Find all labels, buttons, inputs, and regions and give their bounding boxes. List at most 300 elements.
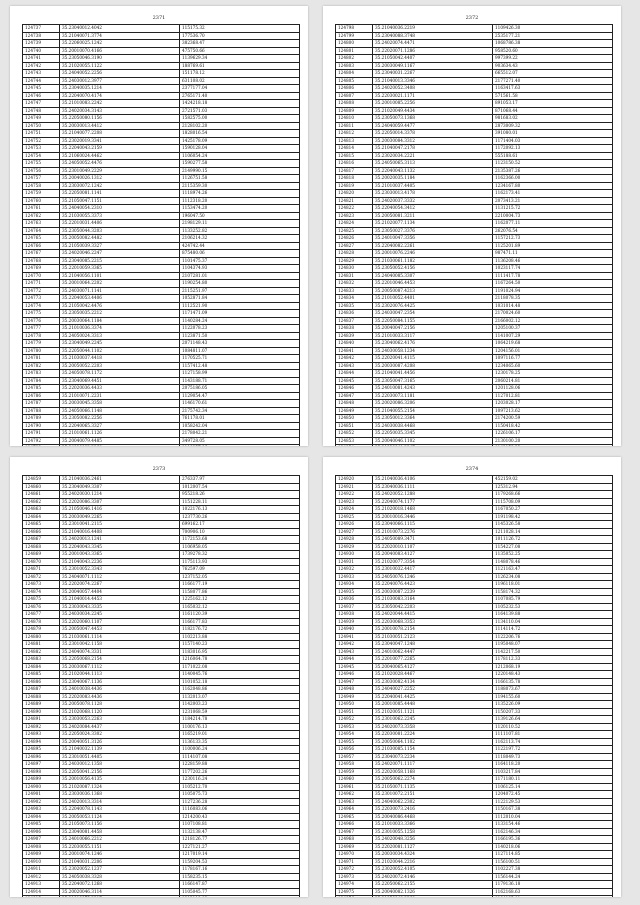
amount-cell: 1068786.38 [493, 40, 613, 48]
amount-cell: 955218.26 [180, 491, 300, 499]
record-id-cell: 124850 [336, 415, 373, 423]
account-code-cell: 35.20040046.1102 [373, 437, 493, 445]
record-id-cell: 124893 [23, 731, 60, 739]
record-id-cell: 124932 [336, 566, 373, 574]
record-id-cell: 124878 [23, 618, 60, 626]
document-page-3 [10, 457, 308, 897]
table-row [336, 190, 613, 198]
table-row [336, 55, 613, 63]
record-id-cell: 124845 [336, 377, 373, 385]
amount-cell: 1101052.18 [180, 678, 300, 686]
account-code-cell: 35.23040067.1136 [60, 678, 180, 686]
table-row [23, 573, 300, 581]
table-row [336, 528, 613, 536]
record-id-cell: 124810 [336, 115, 373, 123]
amount-cell: 1194155.60 [493, 693, 613, 701]
account-code-cell: 35.24050076.1246 [373, 573, 493, 581]
table-row [23, 701, 300, 709]
table-row [336, 791, 613, 799]
amount-cell: 1142003.23 [180, 701, 300, 709]
amount-cell: 2115251.97 [180, 287, 300, 295]
table-row [336, 648, 613, 656]
record-id-cell: 124922 [336, 491, 373, 499]
data-table [22, 24, 300, 446]
account-code-cell: 35.24050024.3313 [60, 332, 180, 340]
amount-cell: 177536.70 [180, 32, 300, 40]
table-row [23, 355, 300, 363]
amount-cell: 2128102.20 [180, 122, 300, 130]
page-number: 2373 [152, 466, 166, 472]
amount-cell: 188769.61 [180, 62, 300, 70]
record-id-cell: 124868 [23, 543, 60, 551]
table-row [336, 212, 613, 220]
table-row [23, 603, 300, 611]
account-code-cell: 35.23040049.2245 [60, 340, 180, 348]
amount-cell: 1148078.46 [493, 558, 613, 566]
account-code-cell: 35.22020036.4433 [60, 385, 180, 393]
table-row [23, 791, 300, 799]
table-row [23, 611, 300, 619]
account-code-cell: 35.24050065.3113 [373, 160, 493, 168]
amount-cell: 1122078.23 [180, 325, 300, 333]
record-id-cell: 124807 [336, 92, 373, 100]
account-code-cell: 35.20050053.1124 [60, 813, 180, 821]
table-row [336, 858, 613, 866]
table-row [23, 866, 300, 874]
account-code-cell: 35.20030034.4324 [373, 851, 493, 859]
table-row [23, 25, 300, 33]
record-id-cell: 124972 [336, 866, 373, 874]
account-code-cell: 35.23030072.1242 [60, 182, 180, 190]
table-row [23, 558, 300, 566]
table-row [23, 828, 300, 836]
account-code-cell: 35.22050080.1156 [60, 115, 180, 123]
record-id-cell: 124849 [336, 407, 373, 415]
amount-cell: 1175113.93 [180, 558, 300, 566]
record-id-cell: 124799 [336, 32, 373, 40]
amount-cell: 151178.12 [180, 70, 300, 78]
record-id-cell: 124839 [336, 332, 373, 340]
record-id-cell: 124830 [336, 265, 373, 273]
account-code-cell: 35.21010036.3374 [60, 325, 180, 333]
record-id-cell: 124847 [336, 392, 373, 400]
table-row [23, 521, 300, 529]
account-code-cell: 35.24040027.2252 [373, 686, 493, 694]
amount-cell: 1111107.81 [493, 731, 613, 739]
table-row [23, 257, 300, 265]
table-row [336, 701, 613, 709]
record-id-cell: 124746 [23, 92, 60, 100]
table-row [23, 881, 300, 889]
account-code-cell: 35.22020074.2267 [60, 581, 180, 589]
amount-cell: 1217019.14 [180, 851, 300, 859]
record-id-cell: 124941 [336, 633, 373, 641]
record-id-cell: 124930 [336, 551, 373, 559]
account-code-cell: 35.22050035.3345 [373, 430, 493, 438]
account-code-cell: 35.22020071.1286 [373, 47, 493, 55]
amount-cell: 1179136.18 [493, 881, 613, 889]
record-id-cell: 124879 [23, 626, 60, 634]
record-id-cell: 124960 [336, 776, 373, 784]
table-row [23, 197, 300, 205]
record-id-cell: 124835 [336, 302, 373, 310]
table-row [23, 738, 300, 746]
amount-cell: 1127114.85 [493, 851, 613, 859]
amount-cell: 1201128.06 [493, 385, 613, 393]
account-code-cell: 35.21010037.4405 [373, 182, 493, 190]
record-id-cell: 124870 [23, 558, 60, 566]
amount-cell: 2060214.81 [493, 377, 613, 385]
record-id-cell: 124881 [23, 641, 60, 649]
account-code-cell: 35.23040036.1111 [373, 483, 493, 491]
table-row [23, 596, 300, 604]
amount-cell: 1132013.07 [180, 693, 300, 701]
record-id-cell: 124945 [336, 663, 373, 671]
amount-cell: 1023117.74 [493, 265, 613, 273]
record-id-cell: 124827 [336, 242, 373, 250]
record-id-cell: 124882 [23, 648, 60, 656]
record-id-cell: 124936 [336, 596, 373, 604]
table-row [23, 798, 300, 806]
table-row [336, 77, 613, 85]
amount-cell: 424742.44 [180, 242, 300, 250]
record-id-cell: 124920 [336, 476, 373, 484]
account-code-cell: 35.22040070.4174 [60, 92, 180, 100]
table-row [336, 671, 613, 679]
account-code-cell: 35.20040065.4127 [373, 663, 493, 671]
account-code-cell: 35.24020013.3314 [60, 798, 180, 806]
account-code-cell: 35.21020044.2216 [373, 858, 493, 866]
amount-cell: 1031014.48 [493, 302, 613, 310]
account-code-cell: 35.24010062.4447 [373, 648, 493, 656]
account-code-cell: 35.23030053.2263 [60, 716, 180, 724]
table-row [23, 70, 300, 78]
account-code-cell: 35.24010047.3356 [373, 235, 493, 243]
record-id-cell: 124956 [336, 746, 373, 754]
table-row [336, 656, 613, 664]
account-code-cell: 35.24040074.3331 [60, 648, 180, 656]
table-row [336, 746, 613, 754]
amount-cell: 1111417.78 [493, 272, 613, 280]
data-table [335, 24, 613, 446]
record-id-cell: 124777 [23, 325, 60, 333]
table-row [336, 798, 613, 806]
record-id-cell [23, 896, 60, 898]
record-id-cell: 124811 [336, 122, 373, 130]
account-code-cell: 35.21010033.3117 [373, 332, 493, 340]
table-row [336, 663, 613, 671]
table-row [336, 272, 613, 280]
amount-cell [493, 445, 613, 447]
amount-cell: 1122129.53 [493, 798, 613, 806]
page-number: 2371 [152, 15, 166, 21]
table-row [23, 55, 300, 63]
record-id-cell [336, 445, 373, 447]
account-code-cell: 35.24020052.3408 [373, 85, 493, 93]
table-row [23, 566, 300, 574]
amount-cell: 1590277.58 [180, 160, 300, 168]
record-id-cell: 124844 [336, 370, 373, 378]
table-row [336, 280, 613, 288]
amount-cell: 981683.02 [493, 115, 613, 123]
amount-cell: 1162366.00 [493, 175, 613, 183]
amount-cell: 1188073.67 [493, 686, 613, 694]
amount-cell: 1162048.86 [180, 686, 300, 694]
record-id-cell: 124867 [23, 536, 60, 544]
account-code-cell: 35.21020077.3354 [373, 558, 493, 566]
record-id-cell: 124842 [336, 355, 373, 363]
table-row [336, 167, 613, 175]
record-id-cell: 124888 [23, 693, 60, 701]
amount-cell: 1230116.24 [180, 776, 300, 784]
record-id-cell: 124909 [23, 851, 60, 859]
table-row [336, 415, 613, 423]
record-id-cell: 124766 [23, 242, 60, 250]
account-code-cell: 35.21040055.2154 [373, 407, 493, 415]
table-row [23, 362, 300, 370]
table-row [23, 235, 300, 243]
record-id-cell: 124962 [336, 791, 373, 799]
record-id-cell: 124803 [336, 62, 373, 70]
account-code-cell [60, 896, 180, 898]
record-id-cell: 124813 [336, 137, 373, 145]
amount-cell: 1105232.53 [493, 603, 613, 611]
record-id-cell: 124775 [23, 310, 60, 318]
account-code-cell: 35.23040062.4176 [373, 340, 493, 348]
record-id-cell: 124834 [336, 295, 373, 303]
amount-cell: 1115708.09 [493, 498, 613, 506]
account-code-cell: 35.22030081.2224 [373, 731, 493, 739]
table-row [23, 332, 300, 340]
record-id-cell: 124774 [23, 302, 60, 310]
account-code-cell: 35.23010052.3343 [60, 566, 180, 574]
table-row [336, 813, 613, 821]
account-code-cell: 35.21040071.3774 [60, 32, 180, 40]
table-row [23, 377, 300, 385]
amount-cell: 1227121.27 [180, 843, 300, 851]
table-row [336, 843, 613, 851]
record-id-cell: 124950 [336, 701, 373, 709]
table-row [336, 100, 613, 108]
amount-cell: 1177202.26 [180, 768, 300, 776]
account-code-cell: 35.21020077.1134 [373, 220, 493, 228]
amount-cell: 1204156.01 [493, 347, 613, 355]
table-row [336, 738, 613, 746]
table-row [336, 483, 613, 491]
record-id-cell: 124957 [336, 753, 373, 761]
amount-cell: 2075186.05 [180, 385, 300, 393]
table-row [23, 476, 300, 484]
account-code-cell [60, 445, 180, 447]
table-row [336, 851, 613, 859]
account-code-cell: 35.21040036.2219 [373, 25, 493, 33]
table-row [336, 573, 613, 581]
record-id-cell: 124831 [336, 272, 373, 280]
record-id-cell: 124885 [23, 671, 60, 679]
table-row [23, 483, 300, 491]
record-id-cell: 124921 [336, 483, 373, 491]
table-row [23, 746, 300, 754]
amount-cell: 1012007.54 [180, 483, 300, 491]
record-id-cell: 124952 [336, 716, 373, 724]
account-code-cell: 35.22040078.1143 [60, 806, 180, 814]
table-row [23, 392, 300, 400]
record-id-cell: 124937 [336, 603, 373, 611]
amount-cell: 1211028.14 [493, 528, 613, 536]
amount-cell: 1122197.72 [493, 746, 613, 754]
record-id-cell: 124896 [23, 753, 60, 761]
record-id-cell: 124848 [336, 400, 373, 408]
amount-cell: 2107281.01 [180, 272, 300, 280]
account-code-cell: 35.21040041.4456 [373, 370, 493, 378]
account-code-cell: 35.21030055.3373 [60, 212, 180, 220]
amount-cell: 1225162.12 [180, 596, 300, 604]
record-id-cell: 124859 [23, 476, 60, 484]
account-code-cell: 35.22040053.4406 [60, 295, 180, 303]
table-row [336, 866, 613, 874]
amount-cell: 1220148.43 [493, 671, 613, 679]
record-id-cell: 124737 [23, 25, 60, 33]
table-row [23, 761, 300, 769]
account-code-cell [373, 445, 493, 447]
table-row [336, 761, 613, 769]
record-id-cell: 124954 [336, 731, 373, 739]
record-id-cell: 124887 [23, 686, 60, 694]
account-code-cell: 35.23010051.4405 [60, 753, 180, 761]
amount-cell: 1127236.28 [180, 798, 300, 806]
record-id-cell: 124853 [336, 437, 373, 445]
account-code-cell: 35.24050089.3471 [373, 536, 493, 544]
record-id-cell: 124757 [23, 175, 60, 183]
account-code-cell: 35.23050012.3364 [373, 415, 493, 423]
record-id-cell: 124790 [23, 422, 60, 430]
amount-cell: 1162168.63 [493, 888, 613, 896]
amount-cell: 1182176.72 [180, 626, 300, 634]
account-code-cell: 35.24030012.3977 [60, 77, 180, 85]
table-row [336, 611, 613, 619]
amount-cell: 699162.17 [180, 521, 300, 529]
amount-cell: 1171404.03 [493, 137, 613, 145]
table-row [336, 182, 613, 190]
account-code-cell: 35.23050035.2212 [60, 310, 180, 318]
amount-cell: 1178167.16 [180, 866, 300, 874]
table-row [336, 430, 613, 438]
document-page-1 [10, 6, 308, 446]
record-id-cell: 124973 [336, 873, 373, 881]
account-code-cell: 35.21010033.3366 [373, 821, 493, 829]
amount-cell: 1158174.32 [493, 588, 613, 596]
account-code-cell: 35.20030087.2239 [373, 588, 493, 596]
table-row [336, 753, 613, 761]
table-row [23, 430, 300, 438]
account-code-cell: 35.24010038.4436 [60, 686, 180, 694]
record-id-cell: 124886 [23, 678, 60, 686]
account-code-cell: 35.21050042.4476 [60, 302, 180, 310]
account-code-cell: 35.21020028.4467 [373, 671, 493, 679]
table-row [23, 678, 300, 686]
record-id-cell: 124862 [23, 498, 60, 506]
record-id-cell: 124946 [336, 671, 373, 679]
record-id-cell: 124966 [336, 821, 373, 829]
record-id-cell: 124852 [336, 430, 373, 438]
record-id-cell: 124756 [23, 167, 60, 175]
amount-cell: 2721571.03 [180, 107, 300, 115]
record-id-cell: 124863 [23, 506, 60, 514]
record-id-cell: 124908 [23, 843, 60, 851]
record-id-cell: 124880 [23, 633, 60, 641]
account-code-cell: 35.23040049.3307 [60, 483, 180, 491]
table-row [336, 355, 613, 363]
table-row [336, 566, 613, 574]
account-code-cell: 35.22020081.1127 [373, 843, 493, 851]
record-id-cell: 124934 [336, 581, 373, 589]
amount-cell: 475750.66 [180, 47, 300, 55]
amount-cell: 1159204.53 [180, 858, 300, 866]
account-code-cell [373, 896, 493, 898]
amount-cell: 1157212.73 [493, 235, 613, 243]
data-table [22, 475, 300, 897]
table-row [23, 407, 300, 415]
table-row [336, 332, 613, 340]
record-id-cell: 124823 [336, 212, 373, 220]
account-code-cell: 35.23040081.4458 [60, 828, 180, 836]
amount-cell: 2175742.34 [180, 407, 300, 415]
table-row [336, 107, 613, 115]
account-code-cell: 35.21040036.4106 [373, 476, 493, 484]
amount-cell: 1154227.08 [493, 543, 613, 551]
account-code-cell: 35.24020048.3256 [373, 836, 493, 844]
account-code-cell: 35.23010049.2229 [60, 167, 180, 175]
amount-cell: 1162146.34 [493, 828, 613, 836]
account-code-cell: 35.20040086.4468 [373, 813, 493, 821]
amount-cell: 1105045.77 [180, 888, 300, 896]
account-code-cell: 35.20030064.1184 [60, 317, 180, 325]
amount-cell [180, 896, 300, 898]
record-id-cell: 124874 [23, 588, 60, 596]
amount-cell: 1106054.24 [180, 152, 300, 160]
account-code-cell: 35.24030034.2245 [60, 611, 180, 619]
table-row [23, 491, 300, 499]
amount-cell [180, 445, 300, 447]
amount-cell [493, 896, 613, 898]
table-row [336, 92, 613, 100]
table-row [23, 182, 300, 190]
record-id-cell: 124877 [23, 611, 60, 619]
amount-cell: 1140218.06 [493, 843, 613, 851]
table-row [336, 32, 613, 40]
account-code-cell: 35.22050081.1141 [60, 190, 180, 198]
amount-cell: 1112521.90 [180, 302, 300, 310]
amount-cell: 1097213.62 [493, 407, 613, 415]
account-code-cell: 35.21040031.2206 [60, 858, 180, 866]
account-code-cell: 35.21050073.1156 [60, 821, 180, 829]
amount-cell: 1216064.78 [180, 656, 300, 664]
account-code-cell: 35.24040059.4477 [373, 122, 493, 130]
record-id-cell: 124939 [336, 618, 373, 626]
record-id-cell: 124971 [336, 858, 373, 866]
amount-cell: 1103217.84 [493, 768, 613, 776]
amount-cell: 1114114.72 [493, 626, 613, 634]
amount-cell: 2177271.40 [493, 77, 613, 85]
amount-cell: 1195048.07 [493, 641, 613, 649]
table-row [23, 190, 300, 198]
record-id-cell: 124779 [23, 340, 60, 348]
record-id-cell: 124800 [336, 40, 373, 48]
table-row [23, 340, 300, 348]
table-row [23, 551, 300, 559]
account-code-cell: 35.21050046.1416 [60, 506, 180, 514]
record-id-cell: 124913 [23, 881, 60, 889]
